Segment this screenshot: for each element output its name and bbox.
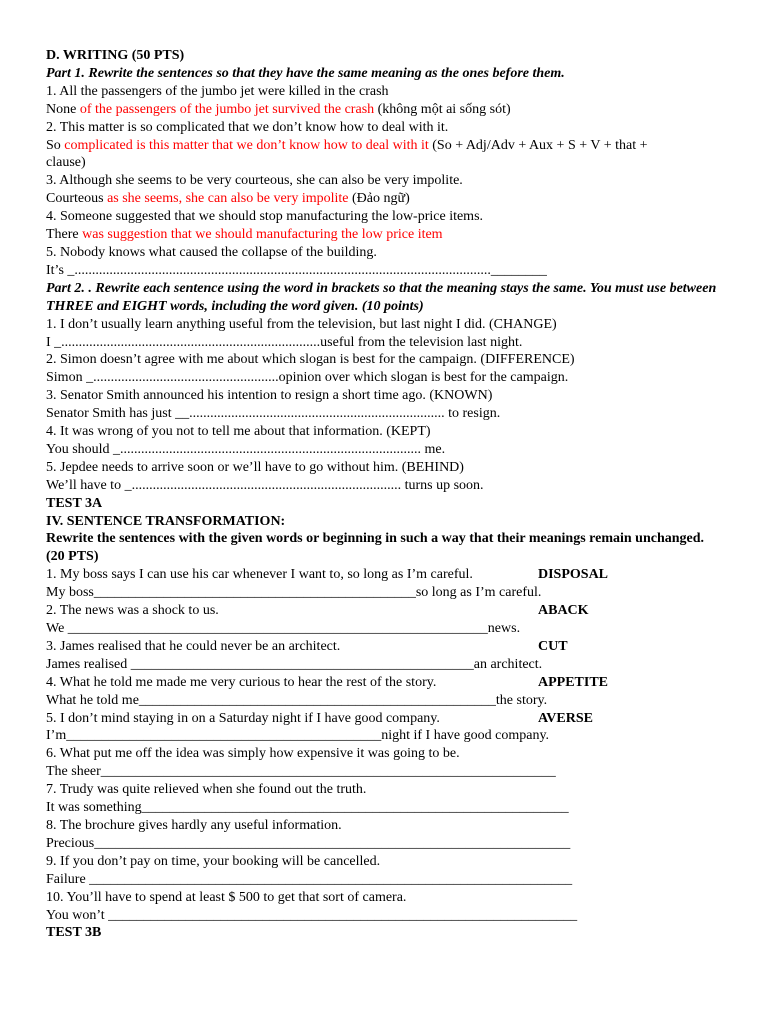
answer-note: (không một ai sống sót) xyxy=(374,101,511,117)
transformation-item-3 xyxy=(46,638,726,674)
question-text: 3. Senator Smith announced his intention to resign a short time ago. (KNOWN) xyxy=(46,388,493,404)
answer-red-text: complicated is this matter that we don’t know how to deal with it xyxy=(64,137,429,153)
answer-line xyxy=(46,226,726,244)
answer-blank-line: We ____________________________________________________________news. xyxy=(46,621,521,636)
question-text: 5. Jepdee needs to arrive soon or we’ll have to go without him. (BEHIND) xyxy=(46,459,464,475)
answer-note: (So + Adj/Adv + Aux + S + V + that + xyxy=(428,137,648,153)
question-row xyxy=(46,566,726,584)
answer-blank-line: It’s _.......................................................................................................................________ xyxy=(46,262,547,278)
part2-item-5 xyxy=(46,459,726,495)
answer-blank-line: We’ll have to _............................................................................. turns up soon. xyxy=(46,477,484,493)
transformation-item-7 xyxy=(46,781,726,817)
answer-note-continued: clause) xyxy=(46,155,86,171)
question-text: 8. The brochure gives hardly any useful information. xyxy=(46,817,342,833)
answer-blank-line: James realised _________________________________________________an architect. xyxy=(46,656,543,672)
section-iv-heading: IV. SENTENCE TRANSFORMATION: xyxy=(46,513,286,529)
answer-line xyxy=(46,137,726,155)
key-word: ABACK xyxy=(538,603,589,619)
question-text: 2. This matter is so complicated that we don’t know how to deal with it. xyxy=(46,119,449,135)
transformation-item-8 xyxy=(46,817,726,853)
answer-blank-line: Senator Smith has just __......................................................................... to resign. xyxy=(46,406,501,422)
answer-blank-line: You should _...................................................................................... me. xyxy=(46,441,446,457)
transformation-item-9 xyxy=(46,853,726,889)
answer-blank-line: You won’t ___________________________________________________________________ xyxy=(46,907,578,923)
answer-red-text: was suggestion that we should manufacturing the low price item xyxy=(82,227,443,243)
transformation-item-10 xyxy=(46,889,726,925)
section-iv-instruction: Rewrite the sentences with the given words or beginning in such a way that their meanings remain unchanged. (20 PTS) xyxy=(46,531,705,565)
part2-item-1 xyxy=(46,316,726,352)
answer-prefix: There xyxy=(46,227,83,243)
transformation-item-5 xyxy=(46,710,726,746)
question-text: 5. Nobody knows what caused the collapse of the building. xyxy=(46,244,377,260)
question-text: 4. What he told me made me very curious to hear the rest of the story. xyxy=(46,674,437,690)
part1-item-5 xyxy=(46,244,726,280)
part2-item-3 xyxy=(46,387,726,423)
question-row xyxy=(46,710,726,728)
answer-prefix: So xyxy=(46,137,65,153)
key-word: AVERSE xyxy=(538,710,593,726)
test-3a-heading: TEST 3A xyxy=(46,495,103,511)
writing-heading: D. WRITING (50 PTS) xyxy=(46,48,185,63)
answer-prefix: None xyxy=(46,101,80,117)
test-3b-heading: TEST 3B xyxy=(46,925,102,941)
question-text: 4. It was wrong of you not to tell me about that information. (KEPT) xyxy=(46,424,431,440)
answer-blank-line: What he told me___________________________________________________the story. xyxy=(46,692,548,708)
question-text: 9. If you don’t pay on time, your booking will be cancelled. xyxy=(46,853,381,869)
answer-blank-line: My boss______________________________________________so long as I’m careful. xyxy=(46,585,542,601)
answer-blank-line: I _..........................................................................useful from the television last night. xyxy=(46,334,523,350)
answer-blank-line: Precious____________________________________________________________________ xyxy=(46,835,571,851)
key-word: CUT xyxy=(538,638,568,654)
question-row xyxy=(46,602,726,620)
transformation-item-4 xyxy=(46,674,726,710)
answer-red-text: as she seems, she can also be very impolite xyxy=(107,191,349,207)
question-row xyxy=(46,674,726,692)
transformation-item-2 xyxy=(46,602,726,638)
answer-blank-line: It was something_____________________________________________________________ xyxy=(46,800,569,816)
part1-item-4 xyxy=(46,208,726,244)
answer-blank-line: Failure _____________________________________________________________________ xyxy=(46,871,573,887)
question-text: 3. James realised that he could never be an architect. xyxy=(46,638,341,654)
question-text: 2. Simon doesn’t agree with me about which slogan is best for the campaign. (DIFFERENCE) xyxy=(46,352,575,368)
question-text: 2. The news was a shock to us. xyxy=(46,603,219,619)
part2-instruction: Part 2. . Rewrite each sentence using the word in brackets so that the meaning stays the same. You must use between THREE and EIGHT words, including the word given. (10 points) xyxy=(46,280,717,314)
key-word: APPETITE xyxy=(538,674,609,690)
answer-blank-line: The sheer_________________________________________________________________ xyxy=(46,764,556,780)
part2-item-4 xyxy=(46,423,726,459)
part2-item-2 xyxy=(46,351,726,387)
answer-line xyxy=(46,190,726,208)
question-row xyxy=(46,638,726,656)
part1-instruction: Part 1. Rewrite the sentences so that they have the same meaning as the ones before them. xyxy=(46,65,565,81)
question-text: 4. Someone suggested that we should stop manufacturing the low-price items. xyxy=(46,209,484,225)
worksheet-page xyxy=(46,47,726,942)
part1-item-1 xyxy=(46,83,726,119)
question-text: 5. I don’t mind staying in on a Saturday night if I have good company. xyxy=(46,710,440,726)
question-text: 10. You’ll have to spend at least $ 500 to get that sort of camera. xyxy=(46,889,407,905)
answer-blank-line: Simon _.....................................................opinion over which slogan is best for the campaign. xyxy=(46,370,569,386)
answer-note: (Đảo ngữ) xyxy=(348,191,410,207)
question-text: 1. I don’t usually learn anything useful from the television, but last night I did. (CHANGE) xyxy=(46,316,557,332)
question-text: 7. Trudy was quite relieved when she found out the truth. xyxy=(46,782,367,798)
transformation-item-6 xyxy=(46,745,726,781)
question-text: 1. All the passengers of the jumbo jet were killed in the crash xyxy=(46,83,389,99)
question-text: 6. What put me off the idea was simply how expensive it was going to be. xyxy=(46,746,460,762)
part1-item-3 xyxy=(46,172,726,208)
transformation-item-1 xyxy=(46,566,726,602)
answer-prefix: Courteous xyxy=(46,191,108,207)
question-text: 1. My boss says I can use his car whenever I want to, so long as I’m careful. xyxy=(46,567,473,583)
answer-blank-line: I’m_____________________________________________night if I have good company. xyxy=(46,728,550,744)
answer-line xyxy=(46,101,726,119)
answer-red-text: of the passengers of the jumbo jet survived the crash xyxy=(79,101,375,117)
part1-item-2 xyxy=(46,119,726,173)
key-word: DISPOSAL xyxy=(538,567,609,583)
question-text: 3. Although she seems to be very courteous, she can also be very impolite. xyxy=(46,173,463,189)
